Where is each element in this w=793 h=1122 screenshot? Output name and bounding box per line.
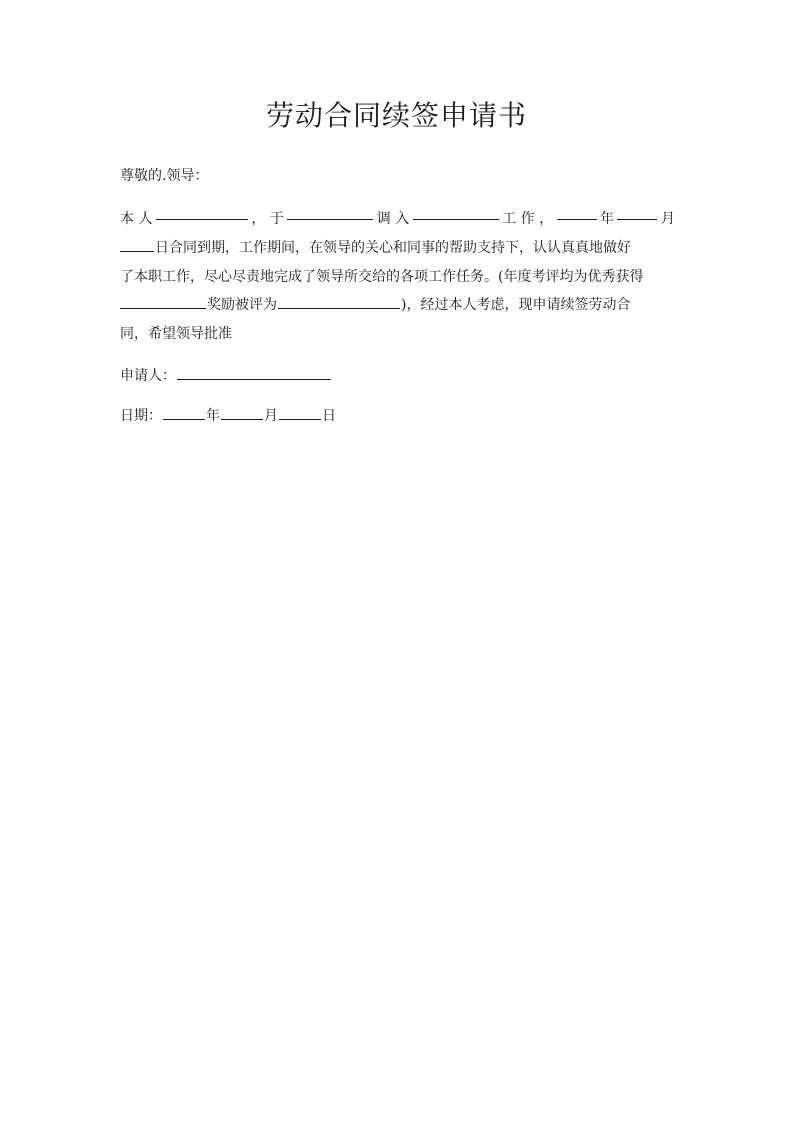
applicant-signature-blank[interactable]	[177, 365, 331, 380]
month-blank[interactable]	[617, 205, 657, 220]
year-blank[interactable]	[557, 205, 597, 220]
date-label: 日期：	[120, 408, 162, 424]
from-date-blank[interactable]	[287, 205, 373, 220]
body-text-award: 奖励被评为	[207, 297, 277, 314]
rating-blank[interactable]	[278, 294, 400, 309]
body-text-line2: 日合同到期，工作期间，在领导的关心和同事的帮助支持下，认认真真地做好	[155, 239, 631, 256]
applicant-label: 申请人：	[120, 368, 176, 384]
date-year-blank[interactable]	[163, 405, 205, 420]
body-paragraph	[120, 205, 675, 349]
body-line-2	[120, 234, 675, 263]
salutation: 尊敬的.领导：	[120, 168, 209, 184]
body-line-4	[120, 291, 675, 320]
body-text-year: 年	[600, 211, 615, 227]
body-text-month: 月	[660, 211, 675, 227]
body-text-line3: 了本职工作，尽心尽责地完成了领导所交给的各项工作任务。(年度考评均为优秀获得	[120, 268, 644, 285]
body-text-transfer: 调 入	[376, 211, 410, 227]
body-line-5	[120, 320, 675, 349]
award-blank[interactable]	[120, 294, 206, 309]
body-line-1	[120, 205, 675, 234]
name-blank[interactable]	[156, 205, 248, 220]
body-text-work: 工 作 ，	[502, 211, 554, 227]
document-title: 劳动合同续签申请书	[265, 99, 527, 132]
date-day-label: 日	[322, 408, 336, 424]
day-blank[interactable]	[120, 237, 154, 252]
date-row	[120, 404, 336, 428]
body-line-3	[120, 263, 675, 292]
department-blank[interactable]	[413, 205, 499, 220]
date-day-blank[interactable]	[279, 405, 321, 420]
date-year-label: 年	[206, 408, 220, 424]
date-month-blank[interactable]	[221, 405, 263, 420]
body-text-line5: 同，希望领导批准	[120, 326, 232, 343]
body-text-self: 本 人	[120, 211, 153, 227]
body-text-at: ， 于	[251, 211, 284, 227]
applicant-row	[120, 364, 332, 388]
body-text-consider: )，经过本人考虑，现申请续签劳动合	[401, 297, 631, 314]
date-month-label: 月	[264, 408, 278, 424]
